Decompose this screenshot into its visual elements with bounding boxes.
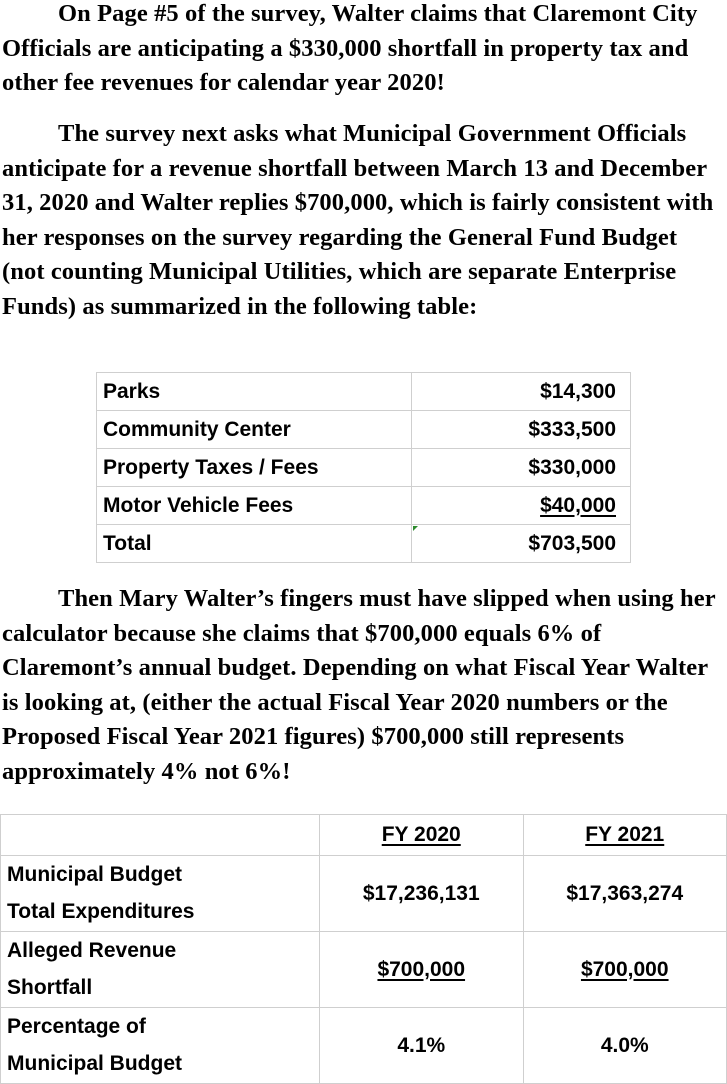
cell-fy2021: 4.0% — [523, 1008, 727, 1084]
table-row — [1, 932, 727, 1008]
row-label: Property Taxes / Fees — [97, 449, 412, 487]
cell-fy2021: $17,363,274 — [523, 856, 727, 932]
row-value-cell — [412, 487, 631, 525]
table-row — [97, 449, 631, 487]
table-header-row — [1, 815, 727, 856]
row-value: $333,500 — [412, 411, 631, 449]
header-fy2020: FY 2020 — [381, 823, 461, 846]
paragraph-page5-claim: On Page #5 of the survey, Walter claims that Claremont City Officials are anticipating a $330,000 shortfall in property tax and other fee revenues for calendar year 2020! — [2, 0, 698, 96]
paragraph-calculator-claim: Then Mary Walter’s fingers must have slipped when using her calculator because she claims that $700,000 equals 6% of Claremont’s annual budget. Depending on what Fiscal Year Walter is looking at, (either the actual Fiscal Year 2020 numbers or the Proposed Fiscal Year 2021 figures) $700,000 still represents approximately 4% not 6%! — [2, 585, 716, 785]
row-value: $14,300 — [412, 373, 631, 411]
table-row — [97, 487, 631, 525]
row-label-line1: Percentage of — [7, 1015, 146, 1038]
budget-table — [0, 814, 727, 1084]
row-label: Community Center — [97, 411, 412, 449]
table-row — [1, 856, 727, 932]
header-empty-cell — [1, 815, 320, 856]
cell-fy2021: $700,000 — [580, 957, 669, 981]
table-row — [97, 411, 631, 449]
cell-fy2020-cell — [320, 932, 524, 1008]
row-label-line1: Municipal Budget — [7, 863, 182, 886]
header-fy2021: FY 2021 — [585, 823, 665, 846]
paragraph-survey-shortfall: The survey next asks what Municipal Government Officials anticipate for a revenue shortfall between March 13 and December 31, 2020 and Walter replies $700,000, which is fairly consistent with her responses on the survey regarding the General Fund Budget (not counting Municipal Utilities, which are separate Enterprise Funds) as summarized in the following table: — [2, 120, 714, 320]
table-row — [97, 373, 631, 411]
row-label — [1, 1008, 320, 1084]
row-label-line2: Shortfall — [7, 976, 93, 999]
cell-fy2021-cell — [523, 932, 727, 1008]
row-label-line2: Total Expenditures — [7, 900, 195, 923]
row-value: $703,500 — [412, 525, 631, 563]
header-cell-fy2021 — [523, 815, 727, 856]
row-label: Parks — [97, 373, 412, 411]
cell-fy2020: $17,236,131 — [320, 856, 524, 932]
row-label — [1, 856, 320, 932]
row-label: Motor Vehicle Fees — [97, 487, 412, 525]
shortfall-table — [96, 372, 631, 563]
row-label: Total — [97, 525, 412, 563]
row-label-line2: Municipal Budget — [7, 1052, 182, 1075]
cell-fy2020: 4.1% — [320, 1008, 524, 1084]
table-row-total — [97, 525, 631, 563]
row-label-line1: Alleged Revenue — [7, 939, 177, 962]
table-row — [1, 1008, 727, 1084]
header-cell-fy2020 — [320, 815, 524, 856]
row-label — [1, 932, 320, 1008]
cell-fy2020: $700,000 — [377, 957, 466, 981]
cell-comment-marker — [413, 526, 418, 531]
row-value: $40,000 — [540, 493, 616, 517]
row-value: $330,000 — [412, 449, 631, 487]
